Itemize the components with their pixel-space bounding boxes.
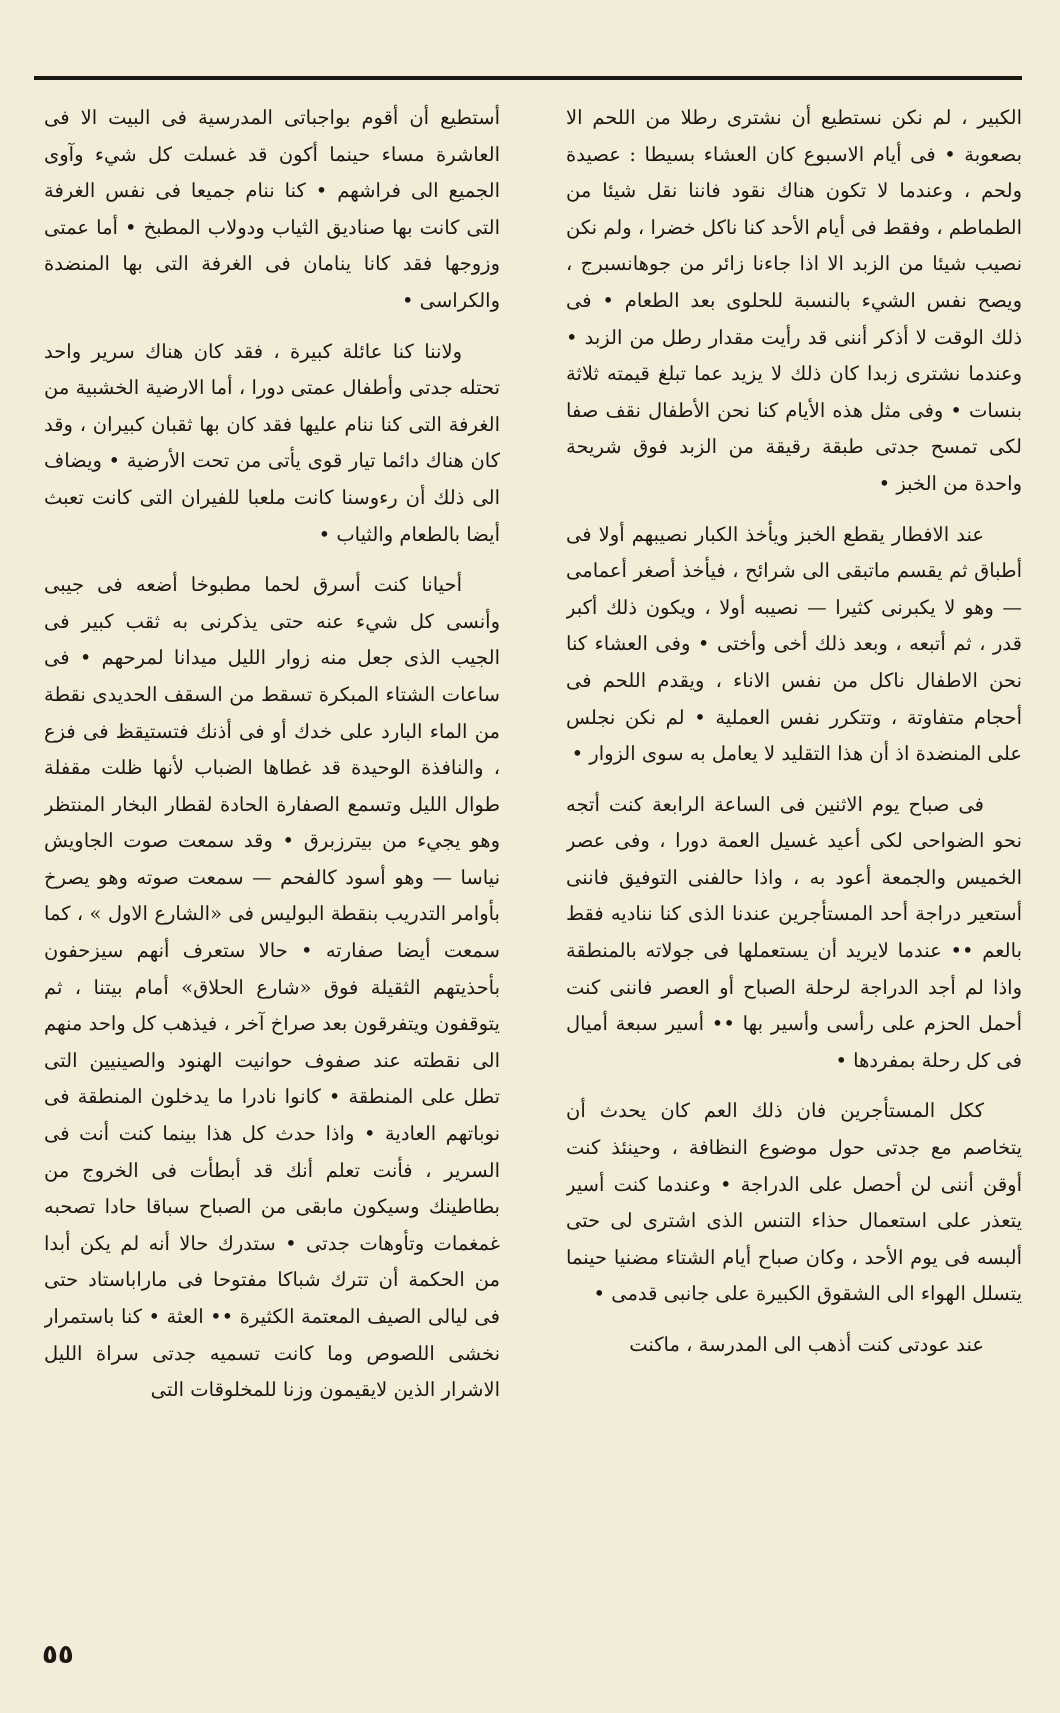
page-number: ٥٥ — [42, 1640, 74, 1670]
paragraph: ولاننا كنا عائلة كبيرة ، فقد كان هناك سرير واحد تحتله جدتى وأطفال عمتى دورا ، أما الارضية الخشبية من الغرفة التى كنا ننام عليها فقد كان بها ثقبان كبيران ، وقد كان هناك دائما تيار قوى يأتى من تحت الأرضية • ويضاف الى ذلك أن رءوسنا كانت ملعبا للفيران التى كانت تعبث أيضا بالطعام والثياب • — [44, 339, 500, 546]
paragraph: أحيانا كنت أسرق لحما مطبوخا أضعه فى جيبى وأنسى كل شيء عنه حتى يذكرنى به ثقب كبير فى الجيب الذى جعل منه زوار الليل ميدانا لمرحهم • فى ساعات الشتاء المبكرة تسقط من السقف الحديدى نقطة من الماء البارد على خدك أو فى أذنك فتستيقظ فى فزع ، والنافذة الوحيدة قد غطاها الضباب لأنها ظلت مقفلة طوال الليل وتسمع الصفارة الحادة لقطار البخار المنتظر وهو يجيء من بيترزبرق • وقد سمعت صوت الجاويش نياسا — وهو أسود كالفحم — سمعت صوته وهو يصرخ بأوامر التدريب بنقطة البوليس فى «الشارع الاول » ، كما سمعت أيضا صفارته • حالا ستعرف أنهم سيزحفون بأحذيتهم الثقيلة فوق «شارع الحلاق» أمام بيتنا ، ثم يتوقفون ويتفرقون بعد صراخ آخر ، فيذهب كل واحد منهم الى نقطته عند صفوف حوانيت الهنود والصينيين التى تطل على المنطقة • كانوا نادرا ما يدخلون المنطقة فى نوباتهم العادية • واذا حدث كل هذا بينما كنت أنت فى السرير ، فأنت تعلم أنك قد أبطأت فى الخروج من بطاطينك وسيكون مابقى من الصباح سباقا حادا تصحبه غمغمات وتأوهات جدتى • ستدرك حالا أنه لم يكن أبدا من الحكمة أن تترك شباكا مفتوحا فى ماراباستاد حتى فى ليالى الصيف المعتمة الكثيرة •• العثة • كنا باستمرار نخشى اللصوص وما كانت تسميه جدتى سراة الليل الاشرار الذين لايقيمون وزنا للمخلوقات التى — [44, 573, 500, 1402]
top-rule — [34, 76, 1022, 80]
paragraph: أستطيع أن أقوم بواجباتى المدرسية فى البيت الا فى العاشرة مساء حينما أكون قد غسلت كل شيء وآوى الجميع الى فراشهم • كنا ننام جميعا فى نفس الغرفة التى كانت بها صناديق الثياب ودولاب المطبخ • أما عمتى وزوجها فقد كانا ينامان فى الغرفة التى بها المنضدة والكراسى • — [44, 106, 500, 312]
paragraph: فى صباح يوم الاثنين فى الساعة الرابعة كنت أتجه نحو الضواحى لكى أعيد غسيل العمة دورا ، وفى عصر الخميس والجمعة أعود به ، واذا حالفنى التوفيق فاننى أستعير دراجة أحد المستأجرين عندنا الذى كنا نناديه فقط بالعم •• عندما لايريد أن يستعملها فى جولاته بالمنطقة واذا لم أجد الدراجة لرحلة الصباح أو العصر فاننى كنت أحمل الحزم على رأسى وأسير بها •• أسير سبعة أميال فى كل رحلة بمفردها • — [566, 792, 1022, 1072]
paragraph: عند الافطار يقطع الخبز ويأخذ الكبار نصيبهم أولا فى أطباق ثم يقسم ماتبقى الى شرائح ، فيأخذ أصغر أعمامى — وهو لا يكبرنى كثيرا — نصيبه أولا ، ويكون ذلك أكبر قدر ، ثم أتبعه ، وبعد ذلك أخى وأختى • وفى العشاء كنا نحن الاطفال ناكل من نفس الاناء ، ويقدم اللحم فى أحجام متفاوتة ، وتتكرر نفس العملية • لم نكن نجلس على المنضدة اذ أن هذا التقليد لا يعامل به سوى الزوار • — [566, 522, 1022, 766]
paragraph: الكبير ، لم نكن نستطيع أن نشترى رطلا من اللحم الا بصعوبة • فى أيام الاسبوع كان العشاء بسيطا : عصيدة ولحم ، وعندما لا تكون هناك نقود فاننا نقل شيئا من الطماطم ، وفقط فى أيام الأحد كنا ناكل خضرا ، ولم نكن نصيب شيئا من الزبد الا اذا جاءنا زائر من جوهانسبرج ، ويصح نفس الشيء بالنسبة للحلوى بعد الطعام • فى ذلك الوقت لا أذكر أننى قد رأيت مقدار رطل من الزبد • وعندما نشترى زبدا كان ذلك لا يزيد عما تبلغ قيمته ثلاثة بنسات • وفى مثل هذه الأيام كنا نحن الأطفال نقف صفا لكى تمسح جدتى طبقة رقيقة من الزبد فوق شريحة واحدة من الخبز • — [566, 106, 1022, 495]
left-column — [44, 100, 500, 1660]
paragraph: ككل المستأجرين فان ذلك العم كان يحدث أن يتخاصم مع جدتى حول موضوع النظافة ، وحينئذ كنت أوقن أننى لن أحصل على الدراجة • وعندما كنت أسير يتعذر على استعمال حذاء التنس الذى اشترى لى حتى ألبسه فى يوم الأحد ، وكان صباح أيام الشتاء مضنيا حينما يتسلل الهواء الى الشقوق الكبيرة على جانبى قدمى • — [566, 1099, 1022, 1306]
right-column — [566, 100, 1022, 1660]
paragraph: عند عودتى كنت أذهب الى المدرسة ، ماكنت — [629, 1333, 984, 1356]
